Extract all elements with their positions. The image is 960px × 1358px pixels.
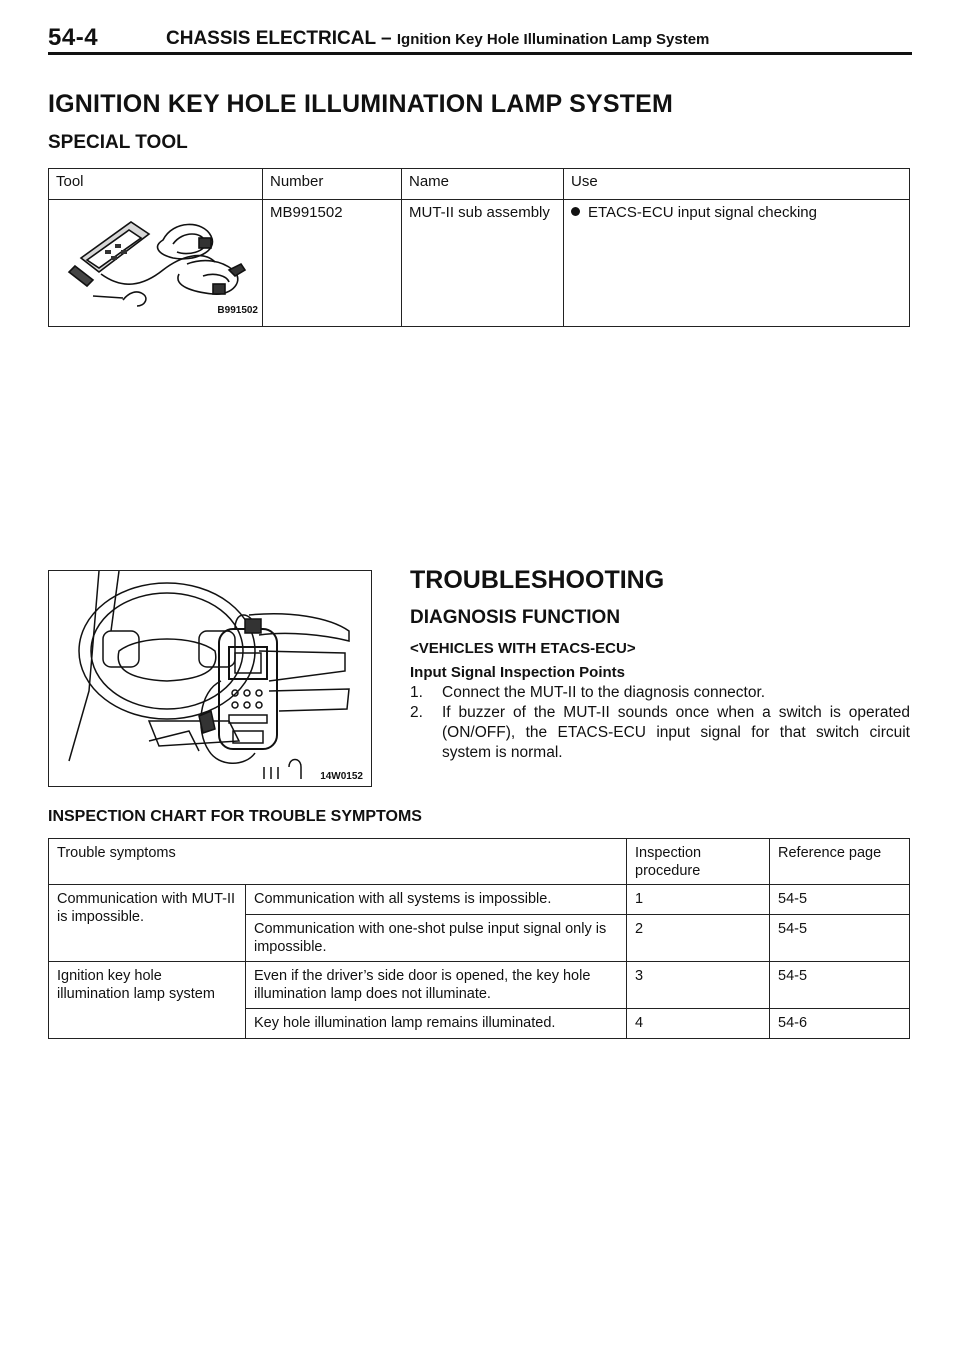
table-row — [49, 885, 910, 915]
symptom: Communication with one-shot pulse input signal only is impossible. — [246, 915, 627, 962]
page-number: 54-4 — [48, 24, 99, 51]
troubleshooting-heading: TROUBLESHOOTING — [410, 566, 665, 594]
inspection-steps — [410, 683, 910, 763]
symptom-group: Ignition key hole illumination lamp system — [49, 962, 246, 1039]
tool-image-cell — [49, 200, 263, 327]
reference-page: 54-6 — [770, 1009, 910, 1039]
table-row — [49, 962, 910, 1009]
inspection-chart-heading: INSPECTION CHART FOR TROUBLE SYMPTOMS — [48, 808, 422, 825]
figure-code: 14W0152 — [320, 771, 363, 782]
page-title: IGNITION KEY HOLE ILLUMINATION LAMP SYSTEM — [48, 90, 674, 118]
step-text: If buzzer of the MUT-II sounds once when a switch is operated (ON/OFF), the ETACS-ECU input signal for that switch circuit system is normal. — [442, 704, 910, 761]
step-number: 1. — [410, 684, 423, 701]
input-signal-heading: Input Signal Inspection Points — [410, 664, 626, 681]
procedure: 1 — [627, 885, 770, 915]
step-number: 2. — [410, 704, 423, 721]
mut-ii-connection-illustration-icon — [49, 571, 371, 786]
diagnosis-function-heading: DIAGNOSIS FUNCTION — [410, 607, 621, 628]
table-row — [49, 200, 910, 327]
diagnosis-figure — [48, 570, 372, 787]
tool-use-cell — [564, 200, 910, 327]
section-name: CHASSIS ELECTRICAL — [166, 28, 376, 49]
tool-image-code: B991502 — [217, 305, 258, 316]
procedure: 2 — [627, 915, 770, 962]
table-header-row — [49, 839, 910, 885]
symptom-group: Communication with MUT-II is impossible. — [49, 885, 246, 962]
procedure: 4 — [627, 1009, 770, 1039]
symptom: Key hole illumination lamp remains illuminated. — [246, 1009, 627, 1039]
col-inspection-procedure: Inspection procedure — [627, 839, 770, 885]
col-trouble-symptoms: Trouble symptoms — [49, 839, 627, 885]
special-tool-heading: SPECIAL TOOL — [48, 132, 188, 153]
inspection-chart-table — [48, 838, 910, 1039]
list-item — [410, 703, 910, 763]
tool-use: ETACS-ECU input signal checking — [588, 204, 817, 221]
col-number: Number — [263, 169, 402, 200]
col-tool: Tool — [49, 169, 263, 200]
tool-number: MB991502 — [263, 200, 402, 327]
procedure: 3 — [627, 962, 770, 1009]
reference-page: 54-5 — [770, 962, 910, 1009]
tool-name: MUT-II sub assembly — [402, 200, 564, 327]
mut-ii-sub-assembly-icon — [53, 200, 258, 318]
col-use: Use — [564, 169, 910, 200]
bullet-icon — [571, 207, 580, 216]
table-header-row — [49, 169, 910, 200]
section-title — [166, 28, 709, 50]
subsection-name: Ignition Key Hole Illumination Lamp System — [396, 31, 710, 48]
special-tool-table — [48, 168, 910, 327]
col-name: Name — [402, 169, 564, 200]
step-text: Connect the MUT-II to the diagnosis connector. — [442, 684, 766, 701]
symptom: Communication with all systems is impossible. — [246, 885, 627, 915]
vehicles-label: <VEHICLES WITH ETACS-ECU> — [410, 640, 636, 657]
reference-page: 54-5 — [770, 885, 910, 915]
list-item — [410, 683, 910, 703]
reference-page: 54-5 — [770, 915, 910, 962]
tool-image — [53, 200, 258, 318]
page-header — [48, 22, 912, 52]
header-dash: – — [375, 28, 397, 49]
col-reference-page: Reference page — [770, 839, 910, 885]
symptom: Even if the driver’s side door is opened, the key hole illumination lamp does not illuminate. — [246, 962, 627, 1009]
header-rule — [48, 52, 912, 55]
